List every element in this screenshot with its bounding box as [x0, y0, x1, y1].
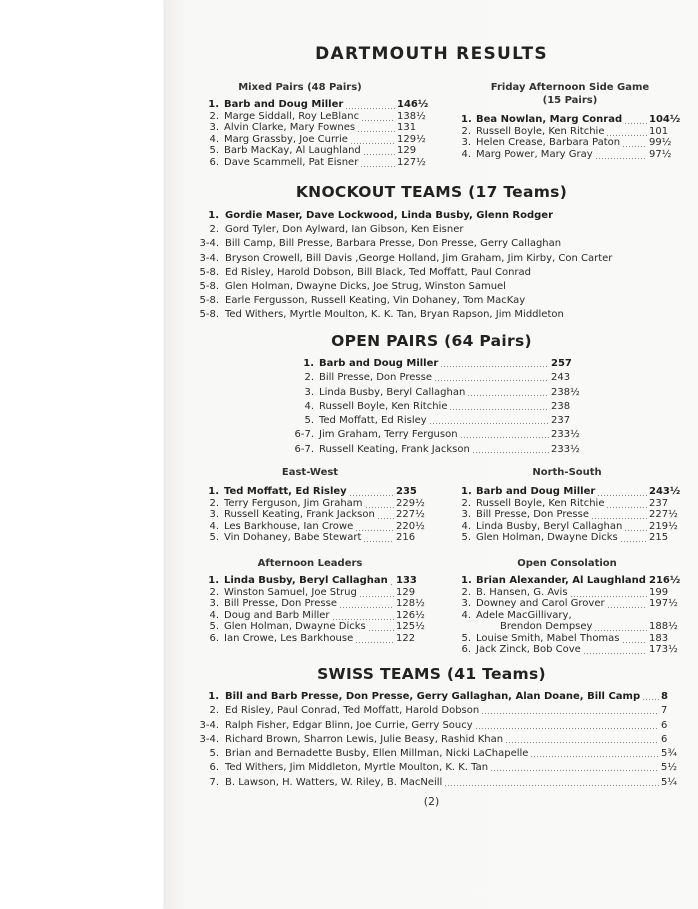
result-rank: 7. — [209, 776, 219, 788]
leader-dots — [505, 733, 659, 745]
result-row — [205, 156, 426, 169]
leader-dots — [357, 122, 395, 134]
result-row — [205, 498, 423, 510]
result-row — [461, 486, 679, 498]
result-names: Barb and Doug Miller — [224, 99, 344, 110]
page-number: (2) — [423, 795, 440, 808]
result-row — [205, 532, 423, 544]
result-score: 7 — [661, 705, 668, 717]
leader-dots — [355, 633, 394, 645]
result-names: Russell Boyle, Ken Ritchie — [476, 497, 605, 509]
result-rank: 1. — [303, 358, 314, 369]
result-rank: 1. — [208, 99, 219, 110]
result-rank: 2. — [461, 125, 471, 137]
result-names: Brendon Dempsey — [500, 621, 593, 632]
leader-dots — [350, 134, 395, 146]
leader-dots — [345, 99, 395, 111]
result-row — [288, 400, 578, 414]
page-title: DARTMOUTH RESULTS — [315, 44, 548, 64]
result-rank: 5. — [461, 532, 471, 543]
leader-dots — [360, 157, 395, 169]
document-page — [165, 0, 698, 909]
result-row — [461, 137, 679, 149]
result-rank: 5. — [209, 145, 219, 156]
result-rank: 1. — [461, 575, 472, 586]
result-rank: 2. — [461, 586, 471, 598]
leader-dots — [607, 598, 647, 610]
result-row — [288, 443, 578, 457]
result-names: B. Hansen, G. Avis — [476, 586, 568, 598]
result-names: Richard Brown, Sharron Lewis, Julie Beasy, Rashid Khan — [225, 733, 504, 745]
result-score: 129½ — [397, 133, 426, 145]
result-names: Glen Holman, Dwayne Dicks — [224, 621, 366, 632]
result-names: Doug and Barb Miller — [224, 609, 330, 621]
result-row — [461, 509, 679, 521]
result-row — [205, 610, 423, 622]
result-row — [461, 149, 679, 161]
result-score: 5¼ — [661, 776, 678, 788]
side-game-list — [461, 114, 679, 160]
result-rank: 4. — [461, 520, 471, 532]
result-names: Adele MacGillivary, — [476, 609, 572, 621]
mixed-pairs-list — [205, 99, 429, 168]
knockout-heading: KNOCKOUT TEAMS (17 Teams) — [295, 183, 568, 201]
result-rank: 3. — [461, 137, 471, 148]
leader-dots — [449, 400, 549, 412]
result-row — [195, 294, 665, 308]
result-names: Downey and Carol Grover — [476, 598, 605, 609]
result-rank: 4. — [304, 400, 314, 412]
result-score: 235 — [396, 486, 417, 497]
result-score: 237 — [649, 497, 669, 509]
result-score: 131 — [397, 122, 417, 133]
result-score: 99½ — [649, 137, 672, 148]
afternoon-leaders-list — [205, 575, 423, 644]
result-score: 238½ — [551, 386, 580, 398]
result-names: Dave Scammell, Pat Eisner — [224, 156, 359, 168]
result-row — [288, 371, 578, 385]
result-rank: 5-8. — [199, 280, 219, 292]
swiss-teams-list — [195, 690, 678, 790]
result-row — [461, 633, 679, 645]
leader-dots — [591, 509, 647, 521]
result-names: Ian Crowe, Les Barkhouse — [224, 632, 354, 644]
result-row — [195, 747, 678, 761]
result-rank: 6-7. — [294, 429, 314, 441]
leader-dots — [622, 137, 647, 149]
result-row — [195, 776, 678, 790]
result-rank: 5-8. — [199, 309, 219, 321]
result-names: Glen Holman, Dwayne Dicks — [476, 532, 618, 543]
result-row — [205, 145, 423, 157]
result-names: Russell Boyle, Ken Ritchie — [476, 125, 605, 137]
result-score: 216 — [396, 532, 416, 543]
leader-dots — [583, 644, 647, 656]
result-rank: 5. — [209, 748, 219, 760]
leader-dots — [332, 610, 394, 622]
result-score: 237 — [551, 415, 571, 427]
result-names: Ted Withers, Myrtle Moulton, K. K. Tan, Bryan Rapson, Jim Middleton — [225, 309, 564, 321]
result-names: Russell Boyle, Ken Ritchie — [319, 400, 448, 412]
result-rank: 6. — [209, 632, 219, 644]
result-rank: 3. — [209, 598, 219, 609]
result-score: 243 — [551, 372, 571, 384]
result-rank: 3. — [461, 598, 471, 609]
result-names: Alvin Clarke, Mary Fownes — [224, 122, 356, 133]
open-consolation-heading: Open Consolation — [517, 558, 617, 569]
result-row — [461, 598, 679, 610]
result-rank: 3. — [209, 509, 219, 520]
leader-dots — [460, 428, 549, 440]
result-row — [205, 587, 423, 599]
result-score: 5½ — [661, 762, 678, 774]
result-score: 243½ — [649, 486, 681, 497]
result-names: Linda Busby, Beryl Callaghan — [319, 386, 466, 398]
result-rank: 4. — [209, 133, 219, 145]
result-rank: 3-4. — [199, 733, 219, 745]
leader-dots — [620, 532, 647, 544]
result-rank: 5-8. — [199, 266, 219, 278]
east-west-heading: East-West — [281, 467, 339, 478]
result-rank: 1. — [461, 486, 472, 497]
result-names: Ralph Fisher, Edgar Blinn, Joe Currie, Gerry Soucy — [225, 719, 473, 731]
result-rank: 5. — [304, 415, 314, 427]
result-rank: 5-8. — [199, 295, 219, 307]
result-row — [461, 498, 679, 510]
result-score: 197½ — [649, 598, 678, 609]
result-score: 238 — [551, 400, 571, 412]
result-names: Bill and Barb Presse, Don Presse, Gerry Gallaghan, Alan Doane, Bill Camp — [225, 691, 641, 702]
leader-dots — [624, 521, 647, 533]
leader-dots — [349, 486, 394, 498]
result-row — [195, 719, 675, 733]
result-rank: 2. — [209, 224, 219, 236]
side-game-heading — [460, 81, 680, 107]
result-names: Barb MacKay, Al Laughland — [224, 145, 361, 156]
result-rank: 1. — [461, 114, 472, 125]
open-pairs-heading: OPEN PAIRS (64 Pairs) — [331, 332, 532, 350]
leader-dots — [472, 443, 549, 455]
result-names: Earle Fergusson, Russell Keating, Vin Dohaney, Tom MacKay — [225, 295, 526, 307]
result-rank: 6. — [461, 644, 471, 655]
result-score: 133 — [396, 575, 417, 586]
result-score: 5¾ — [661, 748, 678, 760]
leader-dots — [359, 587, 394, 599]
result-row — [461, 532, 679, 544]
result-names: Vin Dohaney, Babe Stewart — [224, 532, 362, 543]
result-score: 104½ — [649, 114, 681, 125]
result-names: Bill Camp, Bill Presse, Barbara Presse, Don Presse, Gerry Callaghan — [225, 238, 562, 250]
result-names: Ed Risley, Paul Conrad, Ted Moffatt, Harold Dobson — [225, 705, 480, 717]
result-score: 122 — [396, 632, 416, 644]
result-names: Bea Nowlan, Marg Conrad — [476, 114, 623, 125]
leader-dots — [606, 126, 647, 138]
result-row — [461, 114, 679, 126]
result-row — [195, 223, 665, 237]
result-row — [195, 252, 665, 266]
result-rank: 1. — [208, 210, 219, 221]
result-names: Barb and Doug Miller — [476, 486, 596, 497]
result-score: 129 — [397, 145, 417, 156]
result-score: 183 — [649, 632, 669, 644]
result-row — [195, 690, 675, 704]
result-row — [461, 587, 679, 599]
result-row — [461, 610, 679, 622]
result-names: Linda Busby, Beryl Callaghan — [476, 520, 623, 532]
result-rank: 2. — [209, 586, 219, 598]
result-rank: 5. — [461, 632, 471, 644]
result-row — [205, 122, 423, 134]
leader-dots — [595, 149, 647, 161]
result-names: Bill Presse, Don Presse — [476, 509, 590, 520]
side-game-heading-line2: (15 Pairs) — [542, 95, 598, 106]
result-names: Russell Keating, Frank Jackson — [224, 509, 375, 520]
result-rank: 1. — [208, 486, 219, 497]
result-row — [195, 237, 665, 251]
result-row — [205, 575, 423, 587]
result-row — [195, 280, 665, 294]
result-row — [205, 598, 423, 610]
result-rank: 4. — [209, 609, 219, 621]
leader-dots — [339, 598, 394, 610]
result-rank: 4. — [461, 609, 471, 621]
leader-dots — [594, 621, 647, 633]
north-south-list — [461, 486, 679, 544]
leader-dots — [365, 498, 394, 510]
result-row — [205, 621, 423, 633]
leader-dots — [368, 621, 394, 633]
result-score: 257 — [551, 358, 572, 369]
leader-dots — [606, 498, 647, 510]
result-names: Marge Siddall, Roy LeBlanc — [224, 110, 360, 122]
result-score: 8 — [661, 691, 668, 702]
result-row — [461, 521, 679, 533]
result-rank: 2. — [209, 497, 219, 509]
mixed-pairs-heading: Mixed Pairs (48 Pairs) — [238, 82, 362, 93]
result-row — [205, 521, 423, 533]
result-row — [205, 509, 423, 521]
result-row — [205, 133, 426, 146]
result-score: 227½ — [396, 509, 425, 520]
page-margin — [0, 0, 165, 909]
result-row — [288, 428, 578, 442]
result-names: Bill Presse, Don Presse — [224, 598, 338, 609]
leader-dots — [390, 575, 394, 587]
result-score: 199 — [649, 586, 669, 598]
leader-dots — [597, 486, 647, 498]
result-names: Gordie Maser, Dave Lockwood, Linda Busby, Glenn Rodger — [225, 210, 554, 221]
result-score: 229½ — [396, 497, 425, 509]
result-rank: 6. — [209, 762, 219, 774]
leader-dots — [434, 371, 549, 383]
result-score: 227½ — [649, 509, 678, 520]
result-names: Ted Withers, Jim Middleton, Myrtle Moulton, K. K. Tan — [225, 762, 489, 774]
side-game-heading-line1: Friday Afternoon Side Game — [490, 82, 650, 93]
result-rank: 4. — [461, 148, 471, 160]
leader-dots — [624, 114, 647, 126]
result-score: 125½ — [396, 621, 425, 632]
leader-dots — [475, 719, 659, 731]
result-score: 215 — [649, 532, 669, 543]
result-rank: 5. — [209, 532, 219, 543]
result-names: Ted Moffatt, Ed Risley — [224, 486, 347, 497]
result-names: Ed Risley, Harold Dobson, Bill Black, Ted Moffatt, Paul Conrad — [225, 266, 532, 278]
result-row — [288, 357, 578, 371]
result-score: 127½ — [397, 156, 426, 168]
leader-dots — [622, 633, 647, 645]
result-names: Louise Smith, Mabel Thomas — [476, 632, 620, 644]
result-rank: 2. — [461, 497, 471, 509]
result-score: 126½ — [396, 609, 425, 621]
leader-dots — [429, 414, 549, 426]
result-rank: 3. — [461, 509, 471, 520]
result-names: Helen Crease, Barbara Paton — [476, 137, 621, 148]
result-row — [195, 308, 665, 322]
leader-dots — [481, 704, 659, 716]
result-row — [195, 761, 678, 775]
result-rank: 3-4. — [199, 252, 219, 264]
result-rank: 3-4. — [199, 238, 219, 250]
result-score: 129 — [396, 586, 416, 598]
leader-dots — [490, 761, 659, 773]
result-score: 128½ — [396, 598, 425, 609]
result-score: 220½ — [396, 520, 425, 532]
result-rank: 3. — [209, 122, 219, 133]
result-score: 173½ — [649, 644, 678, 655]
leader-dots — [444, 776, 659, 788]
result-score: 233½ — [551, 429, 580, 441]
result-score: 188½ — [649, 621, 678, 632]
result-rank: 5. — [209, 621, 219, 632]
result-score: 138½ — [397, 110, 426, 122]
result-rank: 2. — [209, 110, 219, 122]
open-pairs-list — [288, 357, 578, 457]
result-row — [205, 633, 423, 645]
result-row — [461, 575, 679, 587]
result-score: 6 — [661, 733, 668, 745]
leader-dots — [440, 357, 549, 369]
result-names: Bryson Crowell, Bill Davis ,George Holland, Jim Graham, Jim Kirby, Con Carter — [225, 252, 613, 264]
result-rank: 3. — [304, 386, 314, 398]
result-row — [205, 486, 423, 498]
result-score: 6 — [661, 719, 668, 731]
open-consolation-list — [461, 575, 679, 656]
result-names: Barb and Doug Miller — [319, 358, 439, 369]
leader-dots — [363, 145, 395, 157]
result-names: Winston Samuel, Joe Strug — [224, 586, 357, 598]
swiss-teams-heading: SWISS TEAMS (41 Teams) — [317, 665, 546, 683]
leader-dots — [530, 747, 659, 759]
result-row — [461, 126, 679, 138]
result-names: Brian Alexander, Al Laughland — [476, 575, 646, 586]
result-names: Jim Graham, Terry Ferguson — [319, 429, 458, 441]
result-names: Marg Grassby, Joe Currie — [224, 133, 348, 145]
result-row — [195, 704, 675, 718]
result-rank: 3-4. — [199, 719, 219, 731]
result-row — [288, 386, 578, 400]
result-rank: 1. — [208, 691, 219, 702]
result-score: 146½ — [397, 99, 429, 110]
result-rank: 6. — [209, 156, 219, 168]
result-names: Les Barkhouse, Ian Crowe — [224, 520, 354, 532]
result-row — [205, 110, 426, 123]
result-row — [461, 644, 679, 656]
result-names: Glen Holman, Dwayne Dicks, Joe Strug, Winston Samuel — [225, 280, 506, 292]
result-score: 97½ — [649, 148, 672, 160]
east-west-list — [205, 486, 423, 544]
afternoon-leaders-heading: Afternoon Leaders — [257, 558, 363, 569]
result-score: 219½ — [649, 520, 678, 532]
leader-dots — [363, 532, 394, 544]
leader-dots — [355, 521, 394, 533]
leader-dots — [642, 690, 659, 702]
result-row — [461, 621, 679, 633]
result-score: 216½ — [649, 575, 681, 586]
leader-dots — [377, 509, 394, 521]
leader-dots — [570, 587, 647, 599]
result-names: Ted Moffatt, Ed Risley — [319, 415, 427, 427]
result-names: Russell Keating, Frank Jackson — [319, 443, 470, 455]
result-row — [195, 733, 675, 747]
result-row — [205, 99, 429, 111]
result-names: Brian and Bernadette Busby, Ellen Millman, Nicki LaChapelle — [225, 748, 529, 760]
result-row — [195, 266, 665, 280]
result-names: B. Lawson, H. Watters, W. Riley, B. MacNeill — [225, 776, 443, 788]
result-row — [288, 414, 578, 428]
result-names: Gord Tyler, Don Aylward, Ian Gibson, Ken Eisner — [225, 224, 464, 236]
north-south-heading: North-South — [532, 467, 602, 478]
result-names: Jack Zinck, Bob Cove — [476, 644, 581, 655]
result-names: Terry Ferguson, Jim Graham — [224, 497, 363, 509]
leader-dots — [361, 111, 395, 123]
result-names: Marg Power, Mary Gray — [476, 148, 593, 160]
leader-dots — [467, 386, 549, 398]
knockout-list — [195, 209, 665, 323]
result-score: 101 — [649, 125, 669, 137]
result-names: Bill Presse, Don Presse — [319, 372, 433, 384]
result-rank: 6-7. — [294, 443, 314, 455]
result-rank: 2. — [209, 705, 219, 717]
result-score: 233½ — [551, 443, 580, 455]
result-names: Linda Busby, Beryl Callaghan — [224, 575, 388, 586]
result-rank: 1. — [208, 575, 219, 586]
result-rank: 4. — [209, 520, 219, 532]
result-row — [195, 209, 665, 223]
result-rank: 2. — [304, 372, 314, 384]
